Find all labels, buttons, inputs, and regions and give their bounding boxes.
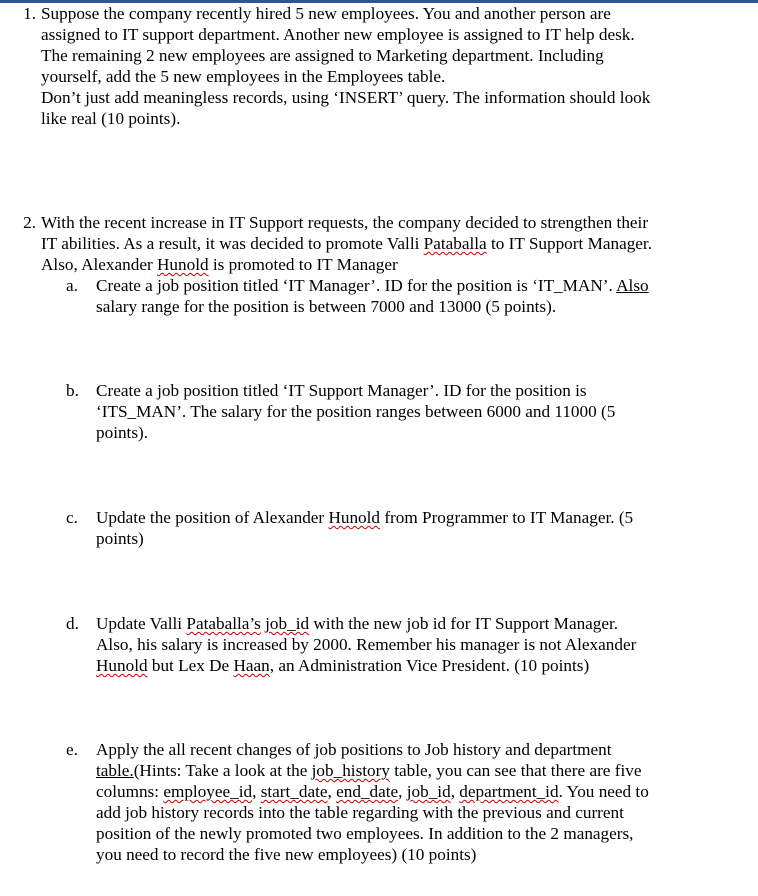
subitem-text [96, 380, 716, 443]
text-line: points) [96, 529, 144, 548]
text-line: Apply the all recent changes of job positions to Job history and department [96, 740, 612, 759]
text-line: yourself, add the 5 new employees in the Employees table. [41, 67, 446, 86]
text-line: you need to record the five new employees) (10 points) [96, 845, 477, 864]
subitem-letter: e. [66, 740, 78, 759]
text-line: Create a job position titled ‘IT Manager’. ID for the position is ‘IT_MAN’. Also [96, 276, 649, 295]
text-line: Don’t just add meaningless records, using ‘INSERT’ query. The information should look [41, 88, 651, 107]
text-line: add job history records into the table regarding with the previous and current [96, 803, 624, 822]
question-text [41, 212, 755, 275]
text-line: Also, his salary is increased by 2000. Remember his manager is not Alexander [96, 635, 637, 654]
text-line: Update the position of Alexander Hunold from Programmer to IT Manager. (5 [96, 508, 634, 527]
subitem-letter: a. [66, 276, 78, 295]
text-line: position of the newly promoted two employees. In addition to the 2 managers, [96, 824, 634, 843]
text-line: Update Valli Pataballa’s job_id with the new job id for IT Support Manager. [96, 614, 619, 633]
subitem-text [96, 739, 716, 865]
text-line: points). [96, 423, 149, 442]
question-text [41, 3, 755, 129]
text-line: The remaining 2 new employees are assigned to Marketing department. Including [41, 46, 604, 65]
text-line: salary range for the position is between 7000 and 13000 (5 points). [96, 297, 557, 316]
subitem-text [96, 507, 716, 549]
subitem-letter: c. [66, 508, 78, 527]
text-line: ‘ITS_MAN’. The salary for the position ranges between 6000 and 11000 (5 [96, 402, 616, 421]
text-line: Create a job position titled ‘IT Support Manager’. ID for the position is [96, 381, 587, 400]
text-line: Also, Alexander Hunold is promoted to IT Manager [41, 255, 398, 274]
text-line: assigned to IT support department. Another new employee is assigned to IT help desk. [41, 25, 635, 44]
text-line: table.(Hints: Take a look at the job_history table, you can see that there are five [96, 761, 642, 780]
text-line: like real (10 points). [41, 109, 181, 128]
subitem-text [96, 613, 716, 676]
subitem-letter: d. [66, 614, 79, 633]
question-number: 2. [23, 213, 36, 232]
subitem-text [96, 275, 716, 317]
text-line: IT abilities. As a result, it was decided to promote Valli Pataballa to IT Support Manager. [41, 234, 652, 253]
text-line: With the recent increase in IT Support requests, the company decided to strengthen their [41, 213, 649, 232]
subitem-letter: b. [66, 381, 79, 400]
text-line: columns: employee_id, start_date, end_date, job_id, department_id. You need to [96, 782, 649, 801]
question-number: 1. [23, 4, 36, 23]
text-line: Suppose the company recently hired 5 new employees. You and another person are [41, 4, 611, 23]
text-line: Hunold but Lex De Haan, an Administration Vice President. (10 points) [96, 656, 590, 675]
